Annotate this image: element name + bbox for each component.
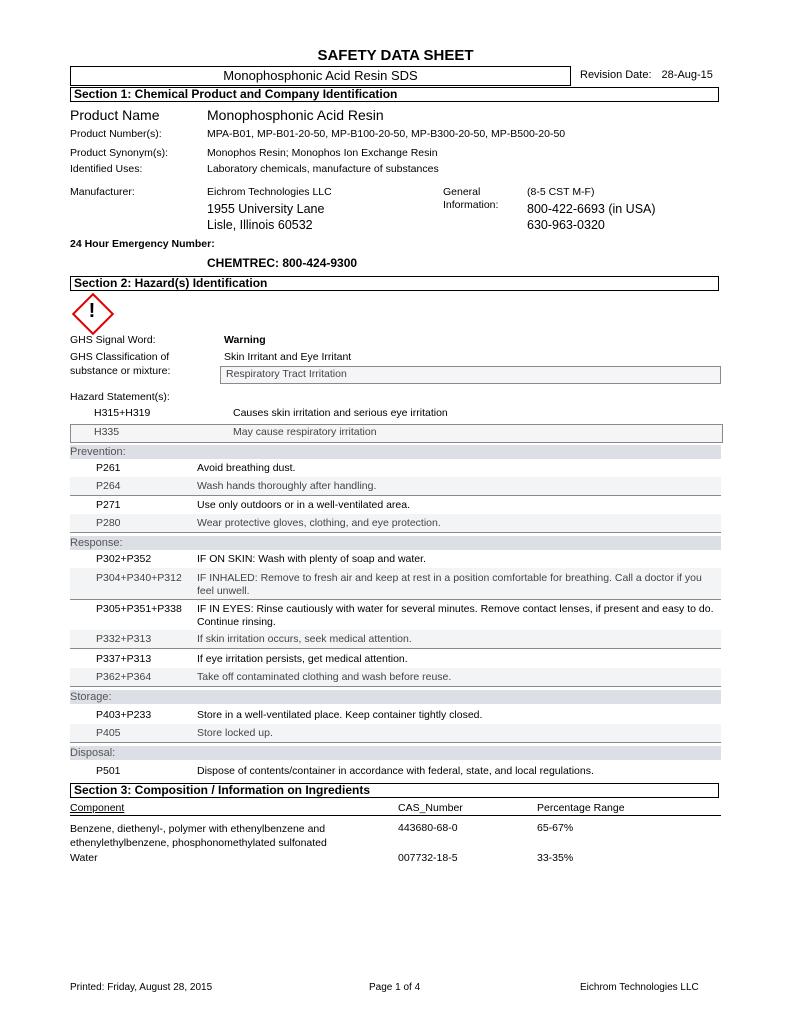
statement-text: If eye irritation persists, get medical attention.	[197, 653, 408, 665]
hazard-statements-label: Hazard Statement(s):	[70, 391, 170, 403]
statement-code: P403+P233	[96, 709, 152, 721]
synonyms-label: Product Synonym(s):	[70, 147, 169, 159]
section-3-heading: Section 3: Composition / Information on Ingredients	[70, 783, 719, 798]
office-hours: (8-5 CST M-F)	[527, 186, 595, 198]
information-label: Information:	[443, 199, 499, 211]
prevention-label: Prevention:	[70, 446, 126, 458]
emergency-label: 24 Hour Emergency Number:	[70, 238, 215, 250]
statement-text: IF ON SKIN: Wash with plenty of soap and water.	[197, 553, 426, 565]
statement-text: Wash hands thoroughly after handling.	[197, 480, 377, 492]
phone-usa: 800-422-6693 (in USA)	[527, 202, 656, 216]
signal-word: Warning	[224, 334, 266, 346]
product-numbers: MPA-B01, MP-B01-20-50, MP-B100-20-50, MP-B300-20-50, MP-B500-20-50	[207, 128, 566, 140]
statement-text: IF INHALED: Remove to fresh air and keep at rest in a position comfortable for breathing. Call a doctor if you feel unwell.	[197, 572, 702, 597]
synonyms: Monophos Resin; Monophos Ion Exchange Resin	[207, 147, 438, 159]
disposal-label: Disposal:	[70, 747, 116, 759]
product-name-label: Product Name	[70, 107, 160, 123]
statement-code: P362+P364	[96, 671, 152, 683]
section-2-heading: Section 2: Hazard(s) Identification	[70, 276, 719, 291]
ingredient-range: 33-35%	[537, 852, 574, 864]
hazard-code: H315+H319	[94, 407, 151, 419]
hazard-text: Causes skin irritation and serious eye irritation	[233, 407, 448, 419]
manufacturer-address-2: Lisle, Illinois 60532	[207, 218, 313, 232]
column-header-rule	[70, 815, 721, 816]
statement-text: Dispose of contents/container in accordance with federal, state, and local regulations.	[197, 765, 594, 777]
footer-company: Eichrom Technologies LLC	[580, 982, 699, 993]
response-label: Response:	[70, 537, 123, 549]
statement-text: Avoid breathing dust.	[197, 462, 296, 474]
statement-code: P302+P352	[96, 553, 152, 565]
column-header-percentage: Percentage Range	[537, 802, 625, 814]
statement-row-bg	[70, 477, 721, 496]
hazard-row-box	[70, 424, 723, 443]
statement-code: P305+P351+P338	[96, 603, 182, 615]
ingredient-cas: 443680-68-0	[398, 822, 458, 834]
exclamation-glyph: !	[88, 300, 96, 322]
footer-page-number: Page 1 of 4	[369, 982, 421, 993]
document-subtitle: Monophosphonic Acid Resin SDS	[70, 66, 571, 86]
statement-code: P501	[96, 765, 121, 777]
statement-code: P405	[96, 727, 121, 739]
signal-word-label: GHS Signal Word:	[70, 334, 156, 346]
product-name: Monophosphonic Acid Resin	[207, 107, 384, 123]
revision-value: 28-Aug-15	[661, 69, 713, 81]
statement-code: P332+P313	[96, 633, 152, 645]
statement-text: IF IN EYES: Rinse cautiously with water for several minutes. Remove contact lenses, if present and easy to do. Continue rinsing.	[197, 603, 714, 628]
footer-printed: Printed: Friday, August 28, 2015	[70, 982, 213, 993]
ingredient-component: Benzene, diethenyl-, polymer with ethenylbenzene and ethenylethylbenzene, phosphonomethylated sulfonated	[70, 823, 327, 849]
manufacturer-address-1: 1955 University Lane	[207, 202, 325, 216]
storage-category-bar	[70, 690, 721, 704]
statement-code: P261	[96, 462, 121, 474]
statement-code: P304+P340+P312	[96, 572, 182, 584]
ingredient-component: Water	[70, 852, 98, 864]
revision-date	[580, 69, 713, 81]
statement-code: P271	[96, 499, 121, 511]
manufacturer-label: Manufacturer:	[70, 186, 135, 198]
response-category-bar	[70, 536, 721, 550]
manufacturer-name: Eichrom Technologies LLC	[207, 186, 332, 198]
ingredient-range: 65-67%	[537, 822, 574, 834]
statement-code: P337+P313	[96, 653, 152, 665]
classification-label-1: GHS Classification of	[70, 351, 170, 363]
section-1-heading: Section 1: Chemical Product and Company Identification	[70, 87, 719, 102]
uses: Laboratory chemicals, manufacture of substances	[207, 163, 439, 175]
statement-text: Store locked up.	[197, 727, 273, 739]
prevention-category-bar	[70, 445, 721, 459]
revision-label: Revision Date:	[580, 69, 652, 81]
ingredient-cas: 007732-18-5	[398, 852, 458, 864]
classification-2: Respiratory Tract Irritation	[226, 368, 347, 380]
column-header-cas: CAS_Number	[398, 802, 463, 814]
storage-label: Storage:	[70, 691, 112, 703]
statement-text: Use only outdoors or in a well-ventilated area.	[197, 499, 411, 511]
statement-row-bg	[70, 724, 721, 743]
hazard-text: May cause respiratory irritation	[233, 426, 377, 438]
phone-local: 630-963-0320	[527, 218, 605, 232]
document-title: SAFETY DATA SHEET	[317, 47, 474, 64]
statement-text: Take off contaminated clothing and wash before reuse.	[197, 671, 452, 683]
statement-text: Wear protective gloves, clothing, and eye protection.	[197, 517, 441, 529]
statement-code: P264	[96, 480, 121, 492]
emergency-number: CHEMTREC: 800-424-9300	[207, 256, 358, 270]
disposal-category-bar	[70, 746, 721, 760]
classification-1: Skin Irritant and Eye Irritant	[224, 351, 352, 363]
product-numbers-label: Product Number(s):	[70, 128, 162, 140]
general-label: General	[443, 186, 481, 198]
statement-code: P280	[96, 517, 121, 529]
statement-text: Store in a well-ventilated place. Keep container tightly closed.	[197, 709, 483, 721]
classification-label-2: substance or mixture:	[70, 365, 171, 377]
column-header-component: Component	[70, 802, 125, 814]
statement-text: If skin irritation occurs, seek medical attention.	[197, 633, 412, 645]
uses-label: Identified Uses:	[70, 163, 143, 175]
hazard-code: H335	[94, 426, 120, 438]
